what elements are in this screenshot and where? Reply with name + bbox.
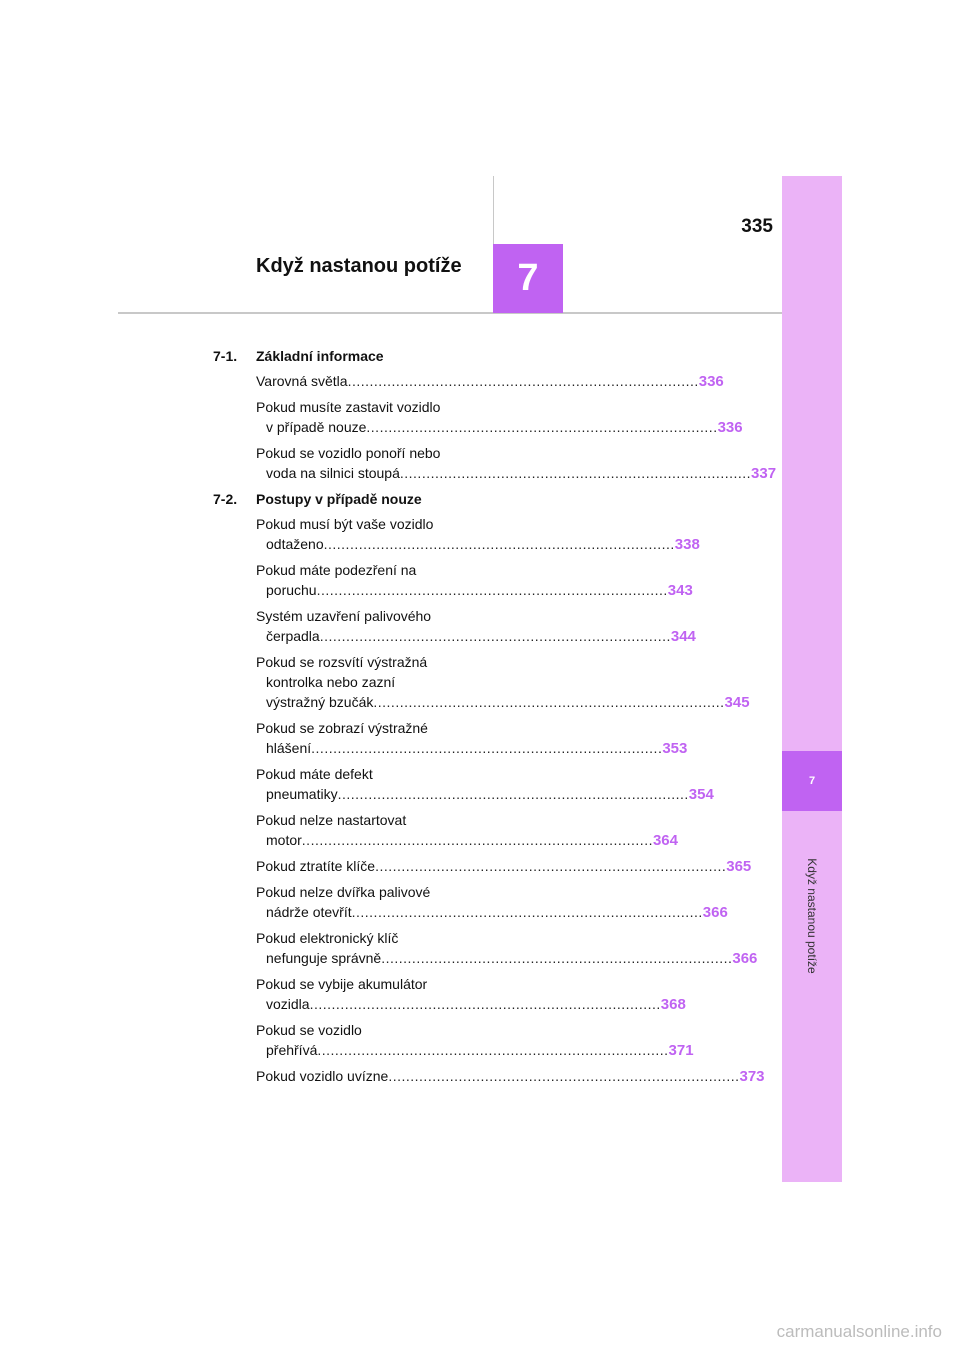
- toc-entry-text: poruchu: [266, 582, 317, 598]
- toc-entry-text: Varovná světla: [256, 373, 348, 389]
- toc-entry-text: pneumatiky: [266, 786, 338, 802]
- toc-entry[interactable]: [256, 882, 728, 923]
- dot-leader: ................................................................................: [317, 1042, 669, 1058]
- page-link[interactable]: 368: [660, 996, 686, 1013]
- page-link[interactable]: 371: [668, 1042, 694, 1059]
- toc-entry[interactable]: [256, 810, 678, 851]
- toc-entry[interactable]: [256, 560, 693, 601]
- toc-entry-last-line: [256, 994, 686, 1015]
- toc-entry[interactable]: [256, 974, 686, 1015]
- section-number: 7-1.: [213, 348, 238, 364]
- toc-entry-text: čerpadla: [266, 628, 320, 644]
- toc-entry-last-line: [256, 1040, 694, 1061]
- toc-entry-last-line: [256, 417, 743, 438]
- page-link[interactable]: 364: [652, 832, 678, 849]
- dot-leader: ................................................................................: [347, 373, 699, 389]
- dot-leader: ................................................................................: [351, 904, 703, 920]
- toc-entry[interactable]: [256, 397, 743, 438]
- dot-leader: ................................................................................: [311, 740, 663, 756]
- toc-entry-text: Pokud elektronický klíč: [256, 930, 399, 946]
- dot-leader: ................................................................................: [309, 996, 661, 1012]
- page-link[interactable]: 354: [688, 786, 714, 803]
- toc-entry-text: vozidla: [266, 996, 310, 1012]
- page-link[interactable]: 344: [670, 628, 696, 645]
- toc-entry-text: Pokud musíte zastavit vozidlo: [256, 399, 441, 415]
- toc-entry[interactable]: [256, 606, 696, 647]
- toc-entry-last-line: [256, 738, 688, 759]
- header-vertical-rule: [493, 176, 494, 244]
- toc-entry-text: v případě nouze: [266, 419, 367, 435]
- toc-entry[interactable]: [256, 764, 714, 805]
- toc-entry-text: Pokud se zobrazí výstražné: [256, 720, 428, 736]
- toc-entry-text: Pokud máte podezření na: [256, 562, 417, 578]
- toc-entry-last-line: [256, 463, 777, 484]
- toc-entry-last-line: [256, 784, 714, 805]
- toc-entry-text: Pokud se vozidlo ponoří nebo: [256, 445, 441, 461]
- toc-entry-last-line: [256, 692, 750, 713]
- toc-entry[interactable]: [256, 371, 724, 392]
- page-link[interactable]: 337: [751, 465, 777, 482]
- page-link[interactable]: 365: [726, 858, 752, 875]
- dot-leader: ................................................................................: [337, 786, 689, 802]
- toc-entry-last-line: [256, 856, 752, 877]
- side-tab-number: 7: [782, 751, 842, 811]
- toc-entry[interactable]: [256, 514, 700, 555]
- side-tab: [782, 176, 842, 1182]
- toc-entry-text: Pokud musí být vaše vozidlo: [256, 516, 434, 532]
- page-link[interactable]: 343: [667, 582, 693, 599]
- dot-leader: ................................................................................: [399, 465, 752, 481]
- dot-leader: ................................................................................: [375, 858, 727, 874]
- toc-entry-last-line: [256, 626, 696, 647]
- page-link[interactable]: 338: [674, 536, 700, 553]
- page-number: 335: [741, 216, 773, 237]
- toc-entry-text: výstražný bzučák: [266, 694, 374, 710]
- dot-leader: ................................................................................: [373, 694, 725, 710]
- toc-entry-last-line: [256, 830, 678, 851]
- toc-entry[interactable]: [256, 1020, 694, 1061]
- section-title: Základní informace: [256, 348, 384, 364]
- toc-entry-text: hlášení: [266, 740, 312, 756]
- page-link[interactable]: 373: [739, 1068, 765, 1085]
- toc-entry-text: přehřívá: [266, 1042, 318, 1058]
- section-title: Postupy v případě nouze: [256, 491, 422, 507]
- page-link[interactable]: 336: [698, 373, 724, 390]
- toc-entry-last-line: [256, 580, 693, 601]
- section-heading: [213, 489, 468, 509]
- toc-entry-text: Pokud nelze nastartovat: [256, 812, 407, 828]
- toc-entry-text: Pokud máte defekt: [256, 766, 373, 782]
- toc-entry[interactable]: [256, 1066, 765, 1087]
- toc-entry[interactable]: [256, 928, 758, 969]
- dot-leader: ................................................................................: [366, 419, 718, 435]
- watermark: carmanualsonline.info: [776, 1322, 942, 1341]
- toc-entry-text: Pokud ztratíte klíče: [256, 858, 376, 874]
- dot-leader: ................................................................................: [388, 1068, 740, 1084]
- dot-leader: ................................................................................: [301, 832, 653, 848]
- chapter-number-box: 7: [493, 244, 563, 313]
- toc-entry-text: Pokud nelze dvířka palivové: [256, 884, 431, 900]
- toc-entry-last-line: [256, 1066, 765, 1087]
- page-link[interactable]: 353: [662, 740, 688, 757]
- toc-entry-last-line: [256, 534, 700, 555]
- table-of-contents: [213, 346, 777, 1092]
- toc-entry-text: nefunguje správně: [266, 950, 382, 966]
- toc-entry-text: Pokud se vozidlo: [256, 1022, 362, 1038]
- section-number: 7-2.: [213, 491, 238, 507]
- toc-entry-text: motor: [266, 832, 302, 848]
- page-link[interactable]: 345: [724, 694, 750, 711]
- chapter-title: Když nastanou potíže: [256, 255, 462, 277]
- toc-entry-text: Pokud se rozsvítí výstražná: [256, 654, 428, 670]
- toc-entry-text: Pokud vozidlo uvízne: [256, 1068, 389, 1084]
- toc-entry-text: Pokud se vybije akumulátor: [256, 976, 428, 992]
- header-rule: [118, 312, 782, 314]
- side-tab-label: Když nastanou potíže: [805, 858, 819, 974]
- toc-entry-text: odtaženo: [266, 536, 324, 552]
- toc-entry-last-line: [256, 902, 728, 923]
- toc-entry[interactable]: [256, 856, 752, 877]
- dot-leader: ................................................................................: [381, 950, 733, 966]
- toc-entry-last-line: [256, 948, 758, 969]
- toc-entry[interactable]: [256, 652, 750, 713]
- dot-leader: ................................................................................: [319, 628, 671, 644]
- dot-leader: ................................................................................: [323, 536, 675, 552]
- section-heading: [213, 346, 468, 366]
- dot-leader: ................................................................................: [316, 582, 668, 598]
- toc-entry-last-line: [256, 371, 724, 392]
- toc-entry[interactable]: [256, 718, 688, 759]
- toc-entry-text: nádrže otevřít: [266, 904, 352, 920]
- toc-entry-text: Systém uzavření palivového: [256, 608, 432, 624]
- toc-entry-text: kontrolka nebo zazní: [266, 674, 396, 690]
- toc-entry[interactable]: [256, 443, 777, 484]
- toc-entry-text: voda na silnici stoupá: [266, 465, 400, 481]
- page-link[interactable]: 366: [732, 950, 758, 967]
- page-link[interactable]: 366: [702, 904, 728, 921]
- page-link[interactable]: 336: [717, 419, 743, 436]
